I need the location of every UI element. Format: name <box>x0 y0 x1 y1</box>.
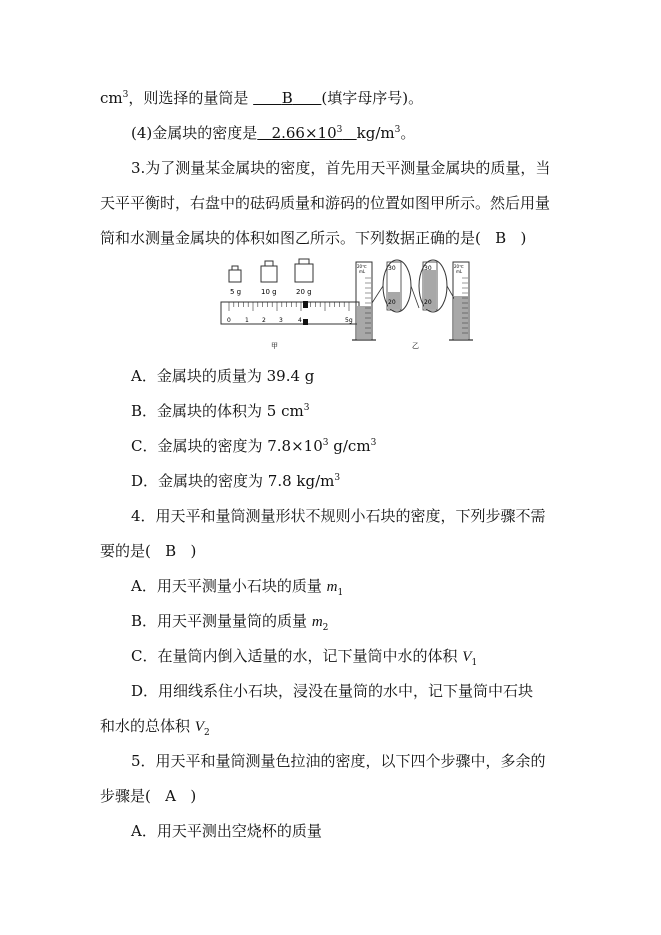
q3-stem-3: 筒和水测量金属块的体积如图乙所示。下列数据正确的是( B ) <box>100 229 527 247</box>
q3-stem-2: 天平平衡时，右盘中的砝码质量和游码的位置如图甲所示。然后用量 <box>100 194 551 212</box>
q3-stem-1: 3.为了测量某金属块的密度，首先用天平测量金属块的质量，当 <box>131 159 551 177</box>
q5-option-a: A．用天平测出空烧杯的质量 <box>131 822 322 840</box>
q4-stem-2: 要的是( B ) <box>100 542 197 560</box>
q4-option-d-1: D．用细线系住小石块，浸没在量筒的水中，记下量筒中石块 <box>131 682 534 700</box>
rider-marker-bottom <box>303 319 308 325</box>
weight-10g <box>261 261 277 282</box>
q3-option-d: D．金属块的密度为 7.8 $kg/m^3$ <box>131 472 341 490</box>
cylinder-right-unit: mL <box>456 269 463 274</box>
balance-ruler <box>221 301 359 325</box>
figure-label-yi: 乙 <box>412 342 419 350</box>
q3-option-c: C．金属块的密度为 $7.8\times 10^3$ $g/cm^3$ <box>131 437 377 455</box>
q4-stem-1: 4．用天平和量筒测量形状不规则小石块的密度，下列步骤不需 <box>131 507 546 525</box>
q3-answer: B <box>495 229 507 247</box>
answer-blank: B <box>281 89 293 107</box>
ruler-tick-2: 2 <box>262 317 266 324</box>
prev-line-2: (4)金属块的密度是 $2.66\times 10^3$ $kg/m^3$。 <box>131 124 416 142</box>
q4-option-a: A．用天平测量小石块的质量 $m_1$ <box>131 577 344 598</box>
q4-option-c: C．在量筒内倒入适量的水，记下量筒中水的体积 $V_1$ <box>131 647 478 668</box>
q3-option-a: A．金属块的质量为 39.4 g <box>131 367 315 385</box>
weight-label-5g: 5 g <box>230 288 242 296</box>
q4-option-b: B．用天平测量量筒的质量 $m_2$ <box>131 612 329 633</box>
rider-marker <box>303 301 308 308</box>
magnified-right-20: 20 <box>424 299 432 306</box>
prev-line-1: $cm^3$，则选择的量筒是 B (填字母序号)。 <box>100 89 424 107</box>
magnified-left-20: 20 <box>388 299 396 306</box>
cylinder-left-unit: mL <box>359 269 366 274</box>
q3-option-b: B．金属块的体积为 5 $cm^3$ <box>131 402 310 420</box>
cylinder-left-temp: 20℃ <box>357 264 367 269</box>
q5-answer: A <box>165 787 177 805</box>
weight-label-20g: 20 g <box>296 288 312 296</box>
figure-label-jia: 甲 <box>271 342 278 350</box>
q5-stem-1: 5．用天平和量筒测量色拉油的密度，以下四个步骤中，多余的 <box>131 752 546 770</box>
q4-answer: B <box>165 542 177 560</box>
weight-5g <box>229 266 241 282</box>
q3-figure <box>219 258 562 352</box>
ruler-tick-5g: 5g <box>345 317 353 324</box>
q4-option-d-2: 和水的总体积 $V_2$ <box>100 717 210 738</box>
ruler-tick-0: 0 <box>227 317 231 324</box>
ruler-tick-1: 1 <box>245 317 249 324</box>
ruler-tick-3: 3 <box>279 317 283 324</box>
weight-20g <box>295 259 313 282</box>
q5-stem-2: 步骤是( A ) <box>100 787 197 805</box>
magnified-right-30: 30 <box>424 265 432 272</box>
cylinder-right-temp: 20℃ <box>454 264 464 269</box>
magnified-left-30: 30 <box>388 265 396 272</box>
answer-blank: $2.66\times 10^3$ <box>271 124 343 142</box>
weight-label-10g: 10 g <box>261 288 277 296</box>
ruler-tick-4: 4 <box>298 317 302 324</box>
